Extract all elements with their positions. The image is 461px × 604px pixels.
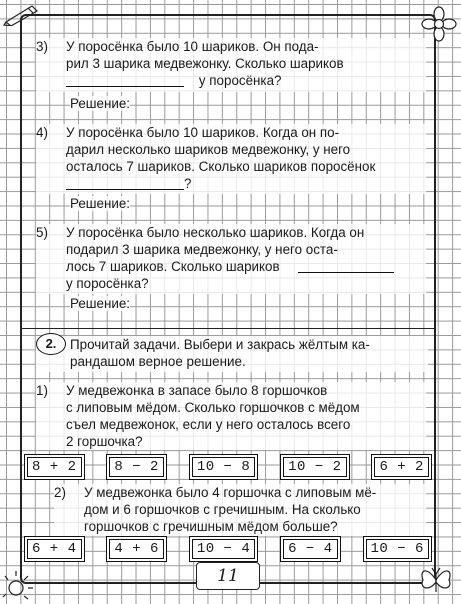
task-badge: 2.	[36, 333, 66, 355]
flower-icon	[421, 6, 457, 42]
task-line: дом и 6 горшочков с гречишным. На сколько	[84, 502, 361, 517]
sun-icon	[2, 560, 46, 600]
answer-options-1	[24, 454, 432, 480]
solution-label: Решение:	[70, 296, 131, 311]
subtask-2	[54, 484, 426, 536]
answer-blank[interactable]	[298, 260, 394, 273]
task-tail: у поросёнка?	[198, 73, 282, 88]
answer-option[interactable]: 8 + 2	[24, 454, 85, 480]
answer-option[interactable]: 10 − 6	[363, 536, 432, 562]
task-number: 5)	[36, 225, 48, 240]
task-line: осталось 7 шариков. Сколько шариков поросёнок	[66, 159, 376, 174]
answer-option[interactable]: 8 − 2	[106, 454, 167, 480]
answer-blank[interactable]	[66, 74, 184, 87]
task-3	[36, 38, 426, 92]
task-tail: ?	[184, 176, 192, 191]
answer-option[interactable]: 10 − 4	[189, 536, 258, 562]
task-4	[36, 124, 426, 194]
task-line: горшочков с гречишным мёдом больше?	[84, 519, 338, 534]
task-5	[36, 224, 426, 294]
answer-option[interactable]: 10 − 8	[189, 454, 258, 480]
task-line: У поросёнка было несколько шариков. Когда он	[66, 225, 365, 240]
task-line: подарил 3 шарика медвежонку, у него оста-	[66, 242, 338, 257]
solution-label: Решение:	[70, 196, 131, 211]
answer-option[interactable]: 6 − 4	[280, 536, 341, 562]
subtask-1	[36, 382, 426, 450]
section-divider	[20, 328, 434, 329]
task-line: У поросёнка было 10 шариков. Он пода-	[66, 39, 319, 54]
task-number: 2)	[54, 485, 66, 500]
task-2-instructions	[36, 336, 428, 372]
task-line: рил 3 шарика медвежонку. Сколько шариков	[66, 56, 344, 71]
answer-option[interactable]: 6 + 4	[24, 536, 85, 562]
task-tail: у поросёнка?	[66, 276, 149, 291]
answer-option[interactable]: 6 + 2	[371, 454, 432, 480]
task-line: лось 7 шариков. Сколько шариков	[66, 259, 280, 274]
task-number: 1)	[36, 383, 48, 398]
answer-options-2	[24, 536, 432, 562]
pencil-icon	[2, 2, 42, 26]
task-line: 2 горшочка?	[66, 434, 143, 449]
task-number: 3)	[36, 39, 48, 54]
task-line: съел медвежонок, если у него осталось всего	[66, 417, 351, 432]
task-line: У медвежонка в запасе было 8 горшочков	[66, 383, 328, 398]
answer-option[interactable]: 4 + 6	[106, 536, 167, 562]
task-line: дарил несколько шариков медвежонку, у него	[66, 142, 351, 157]
task-line: У медвежонка было 4 горшочка с липовым мё-	[84, 485, 377, 500]
task-line: с липовым мёдом. Сколько горшочков с мёдом	[66, 400, 360, 415]
answer-option[interactable]: 10 − 2	[280, 454, 349, 480]
task-number: 4)	[36, 125, 48, 140]
instruction-line: рандашом верное решение.	[70, 354, 246, 369]
page-number: 11	[196, 562, 260, 590]
task-line: У поросёнка было 10 шариков. Когда он по-	[66, 125, 340, 140]
instruction-line: Прочитай задачи. Выбери и закрась жёлтым ка-	[70, 337, 370, 352]
solution-label: Решение:	[70, 96, 131, 111]
butterfly-icon	[417, 562, 455, 598]
answer-blank[interactable]	[66, 177, 184, 190]
